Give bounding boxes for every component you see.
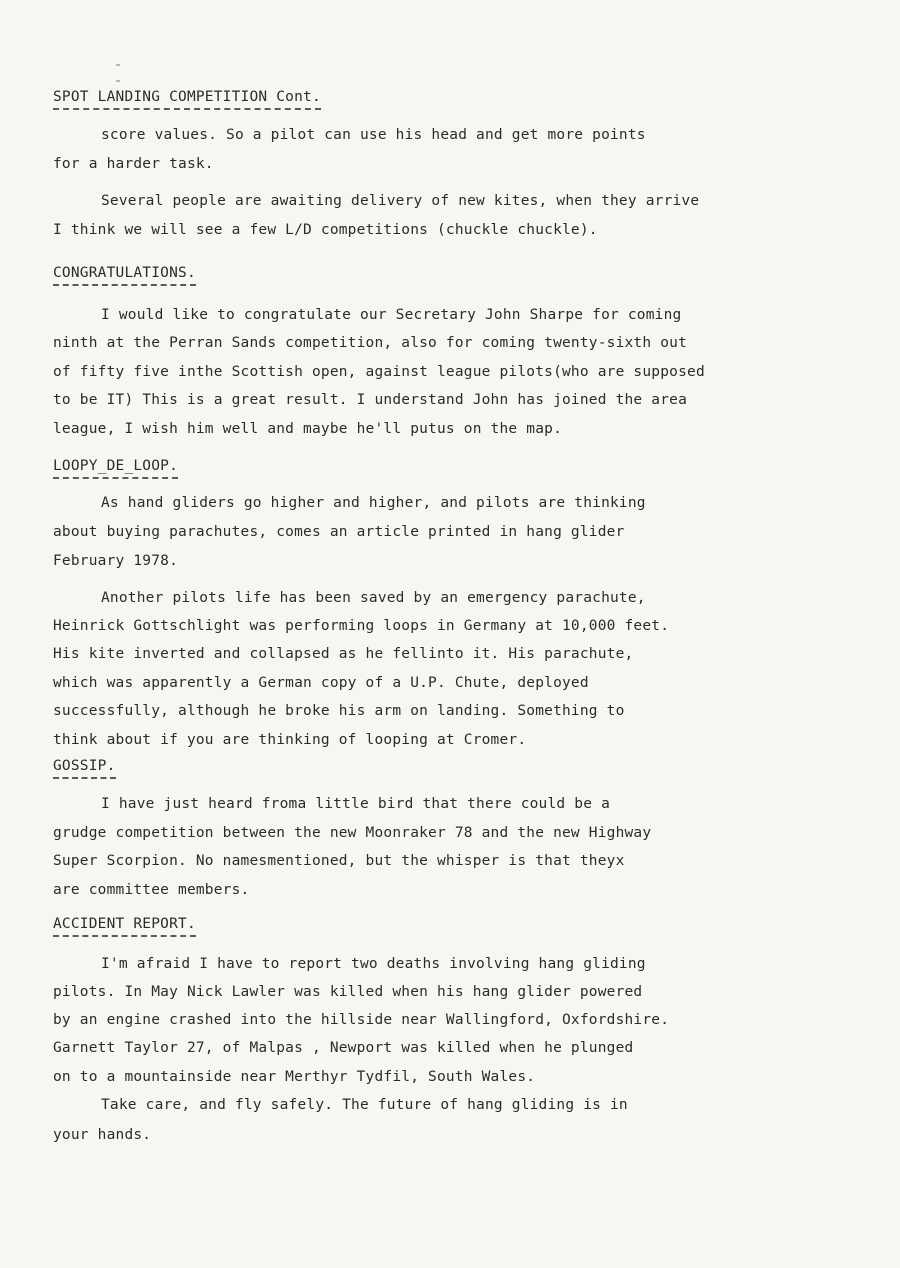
- heading-gossip: GOSSIP.: [53, 757, 116, 779]
- paragraph-line: successfully, although he broke his arm on landing. Something to: [53, 703, 625, 719]
- paragraph-line: His kite inverted and collapsed as he fellinto it. His parachute,: [53, 646, 634, 662]
- paragraph-line: As hand gliders go higher and higher, and pilots are thinking: [101, 495, 646, 511]
- paragraph-line: I have just heard froma little bird that there could be a: [101, 796, 610, 812]
- paragraph-line: Super Scorpion. No namesmentioned, but the whisper is that theyx: [53, 853, 625, 869]
- paragraph-line: your hands.: [53, 1127, 152, 1143]
- paragraph-line: to be IT) This is a great result. I understand John has joined the area: [53, 392, 688, 408]
- paragraph-line: grudge competition between the new Moonraker 78 and the new Highway: [53, 825, 652, 841]
- paragraph-line: league, I wish him well and maybe he'll putus on the map.: [53, 421, 562, 437]
- paragraph-line: Take care, and fly safely. The future of hang gliding is in: [101, 1097, 628, 1113]
- paragraph-line: for a harder task.: [53, 156, 214, 172]
- paragraph-line: of fifty five inthe Scottish open, against league pilots(who are supposed: [53, 364, 705, 380]
- heading-congratulations: CONGRATULATIONS.: [53, 264, 196, 286]
- paragraph-line: I think we will see a few L/D competitions (chuckle chuckle).: [53, 222, 598, 238]
- paragraph-line: by an engine crashed into the hillside near Wallingford, Oxfordshire.: [53, 1012, 670, 1028]
- paragraph-line: think about if you are thinking of looping at Cromer.: [53, 732, 527, 748]
- paragraph-line: I would like to congratulate our Secretary John Sharpe for coming: [101, 307, 682, 323]
- paragraph-line: February 1978.: [53, 553, 179, 569]
- paragraph-line: are committee members.: [53, 882, 250, 898]
- heading-accident-report: ACCIDENT REPORT.: [53, 915, 196, 937]
- paragraph-line: pilots. In May Nick Lawler was killed when his hang glider powered: [53, 984, 643, 1000]
- paragraph-line: on to a mountainside near Merthyr Tydfil, South Wales.: [53, 1069, 536, 1085]
- paragraph-line: about buying parachutes, comes an article printed in hang glider: [53, 524, 625, 540]
- paragraph-line: which was apparently a German copy of a U.P. Chute, deployed: [53, 675, 589, 691]
- paragraph-line: Several people are awaiting delivery of new kites, when they arrive: [101, 193, 700, 209]
- paragraph-line: score values. So a pilot can use his head and get more points: [101, 127, 646, 143]
- heading-loopy-de-loop: LOOPY_DE_LOOP.: [53, 457, 178, 479]
- heading-spot-landing: SPOT LANDING COMPETITION Cont.: [53, 88, 321, 110]
- paragraph-line: Heinrick Gottschlight was performing loops in Germany at 10,000 feet.: [53, 618, 670, 634]
- paper-smudge: [116, 54, 160, 58]
- paragraph-line: ninth at the Perran Sands competition, also for coming twenty-sixth out: [53, 335, 688, 351]
- paragraph-line: Garnett Taylor 27, of Malpas , Newport was killed when he plunged: [53, 1040, 634, 1056]
- paragraph-line: I'm afraid I have to report two deaths involving hang gliding: [101, 956, 646, 972]
- paragraph-line: Another pilots life has been saved by an emergency parachute,: [101, 590, 646, 606]
